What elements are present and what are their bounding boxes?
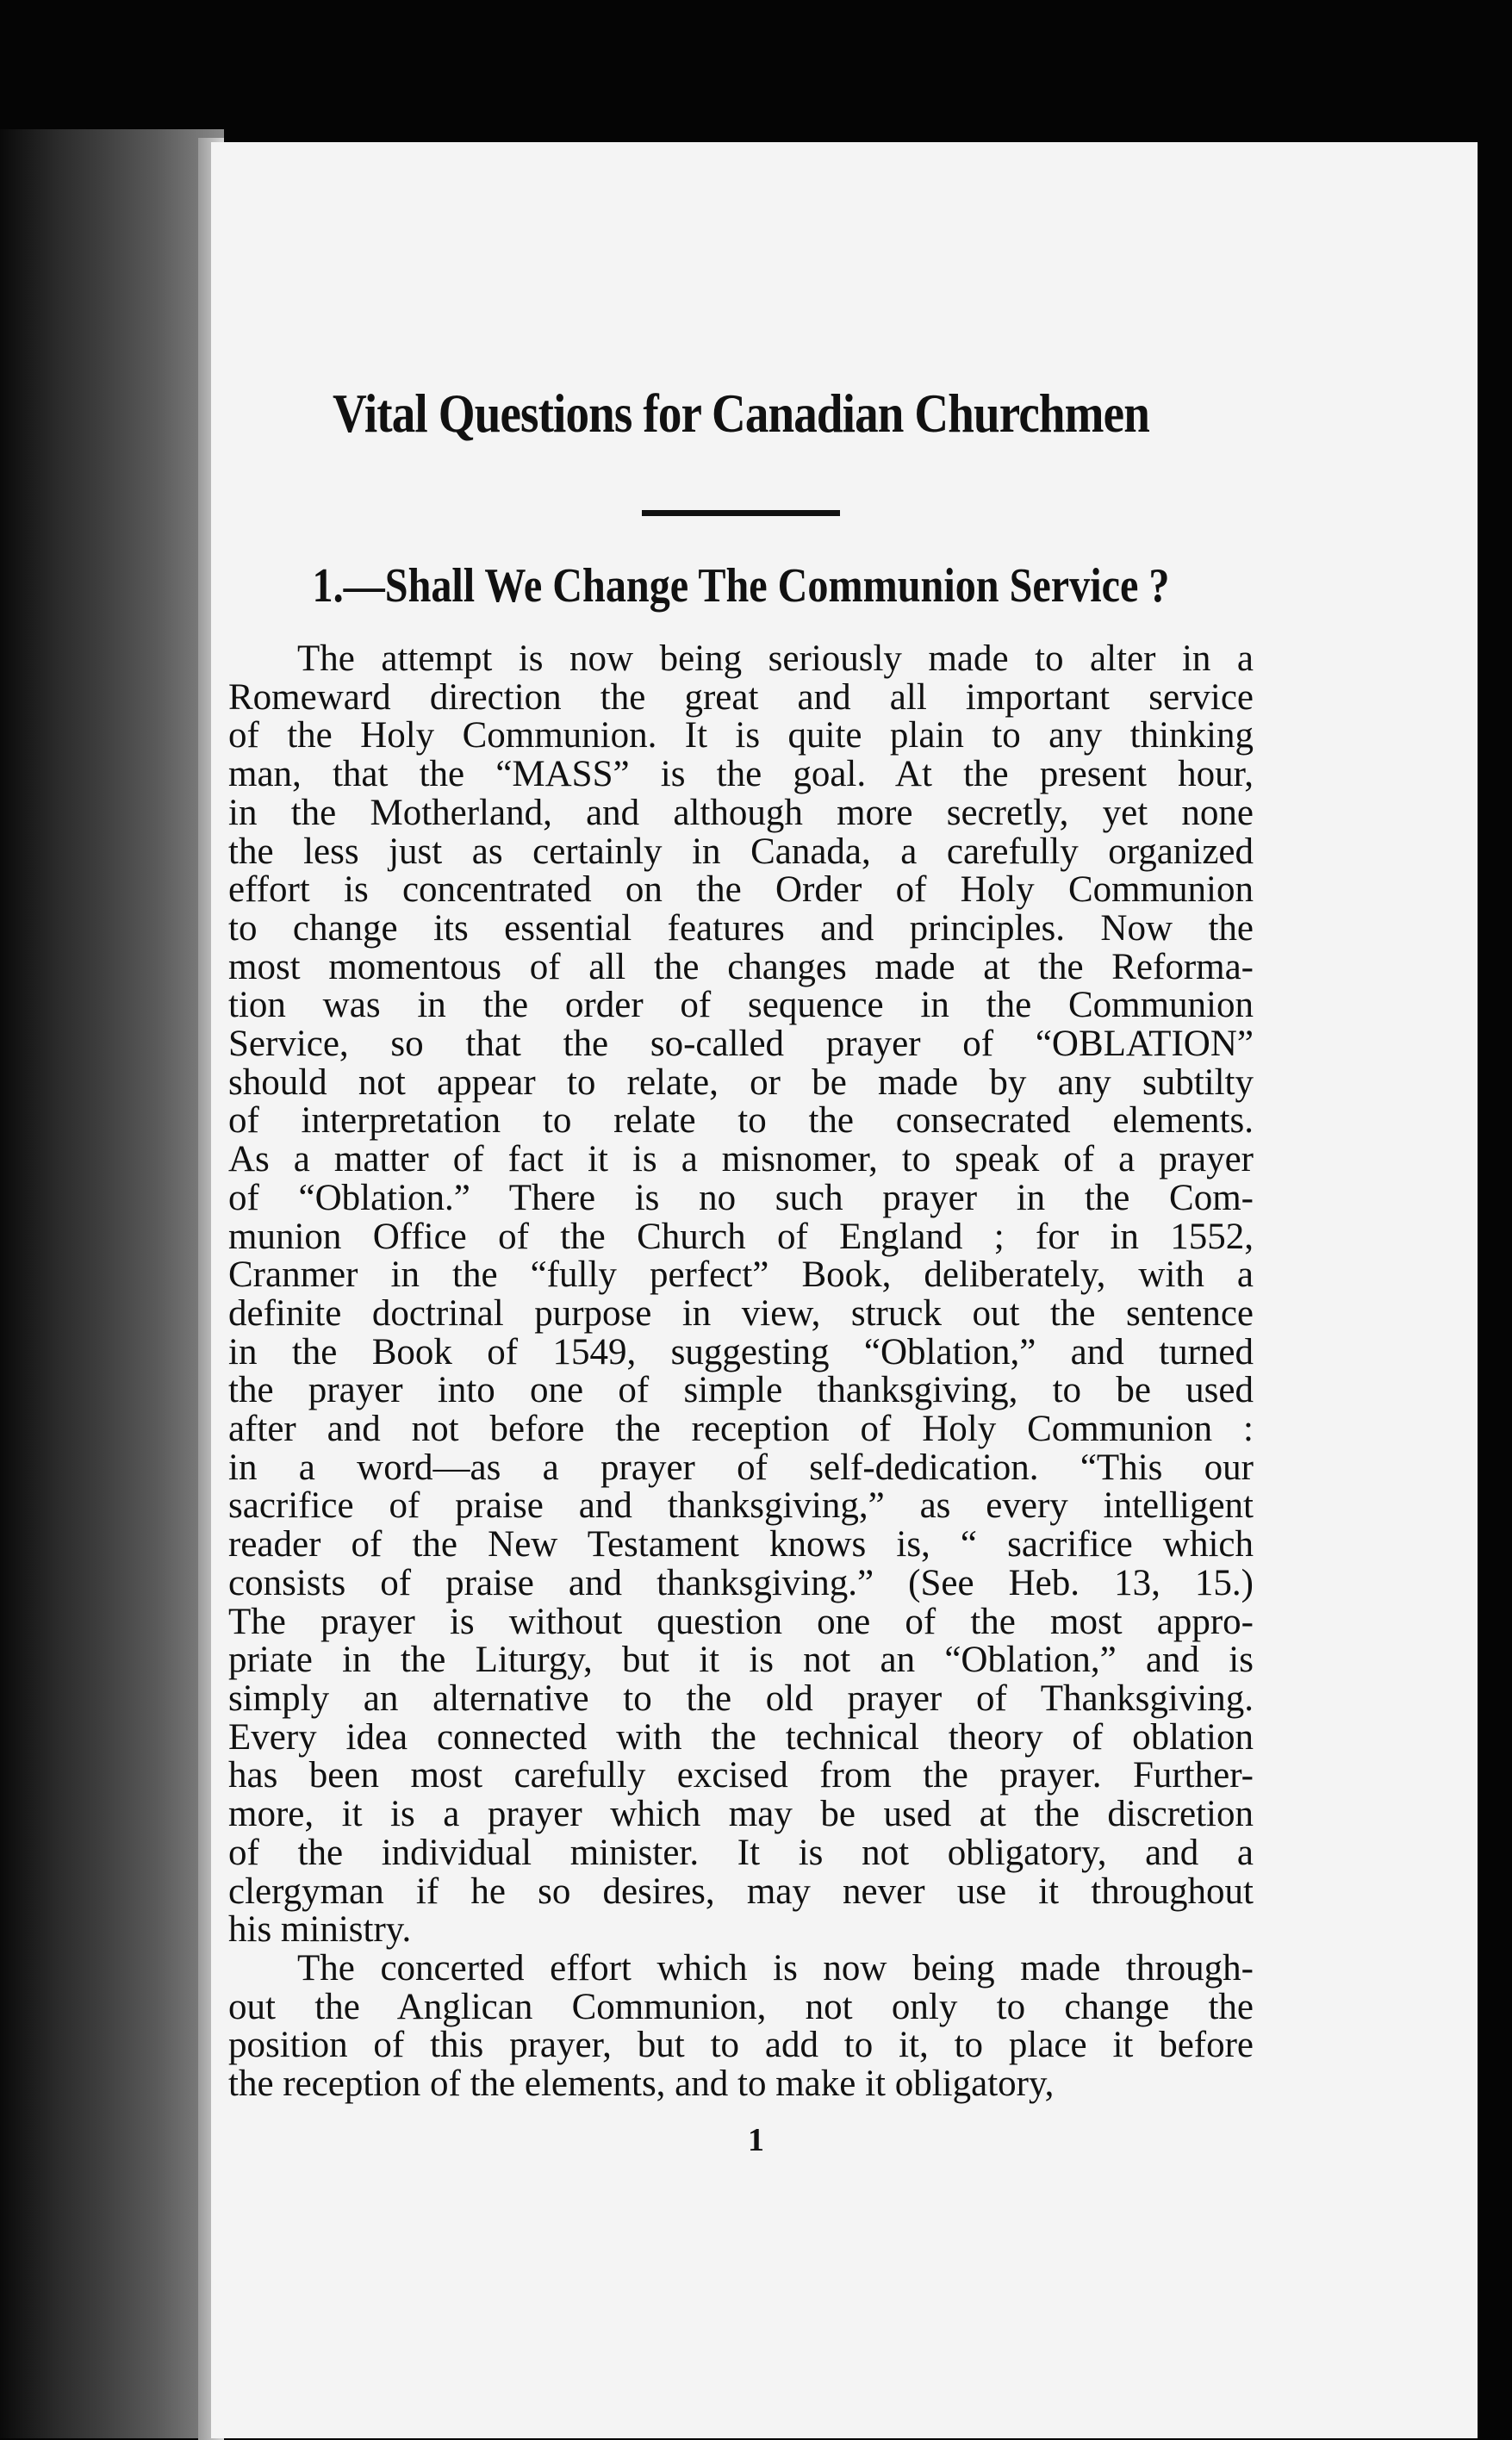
book-spine-shadow	[0, 129, 224, 2438]
paragraph-1-line: tion was in the order of sequence in the Communion	[228, 985, 1254, 1026]
paragraph-1-line: sacrifice of praise and thanksgiving,” as every intelligent	[228, 1485, 1254, 1527]
paragraph-1-line: of the individual minister. It is not obligatory, and a	[228, 1832, 1254, 1873]
paragraph-1-line: munion Office of the Church of England ; for in 1552,	[228, 1216, 1254, 1257]
paragraph-1-line: Romeward direction the great and all important service	[228, 676, 1254, 718]
paragraph-1-line: the prayer into one of simple thanksgiving, to be used	[228, 1370, 1254, 1411]
paragraph-1-line: man, that the “MASS” is the goal. At the present hour,	[228, 754, 1254, 795]
paragraph-2	[228, 1947, 1254, 2105]
paragraph-2-line: the reception of the elements, and to make it obligatory,	[228, 2063, 1055, 2105]
paragraph-1-line: Every idea connected with the technical theory of oblation	[228, 1716, 1254, 1758]
paragraph-2-line: out the Anglican Communion, not only to change the	[228, 1986, 1254, 2027]
paragraph-1-line: the less just as certainly in Canada, a carefully organized	[228, 831, 1254, 872]
paragraph-1-line: in the Book of 1549, suggesting “Oblation,” and turned	[228, 1331, 1254, 1372]
paragraph-1-line: to change its essential features and principles. Now the	[228, 907, 1254, 949]
paragraph-1-line: reader of the New Testament knows is, “ sacrifice which	[228, 1524, 1254, 1565]
paragraph-1-line: effort is concentrated on the Order of Holy Communion	[228, 869, 1254, 911]
body-text	[228, 640, 1254, 2104]
paragraph-1-line: clergyman if he so desires, may never use it throughout	[228, 1870, 1254, 1912]
paragraph-1-line: has been most carefully excised from the prayer. Further-	[228, 1755, 1254, 1796]
paragraph-1-line: simply an alternative to the old prayer of Thanksgiving.	[228, 1678, 1254, 1719]
paragraph-1-line: of the Holy Communion. It is quite plain to any thinking	[228, 715, 1254, 756]
paragraph-1-line: priate in the Liturgy, but it is not an “Oblation,” and is	[228, 1640, 1254, 1681]
paragraph-1-line: Cranmer in the “fully perfect” Book, deliberately, with a	[228, 1254, 1254, 1296]
paragraph-1-line: after and not before the reception of Holy Communion :	[228, 1409, 1254, 1450]
paragraph-1-line: As a matter of fact it is a misnomer, to speak of a prayer	[228, 1139, 1254, 1180]
page-content	[228, 379, 1254, 2104]
paragraph-1	[228, 640, 1254, 1950]
paragraph-1-line: of interpretation to relate to the consecrated elements.	[228, 1100, 1254, 1142]
paragraph-1-line: in the Motherland, and although more secretly, yet none	[228, 792, 1254, 833]
paragraph-1-line: of “Oblation.” There is no such prayer in the Com-	[228, 1177, 1254, 1218]
paragraph-2-line: The concerted effort which is now being made through-	[297, 1947, 1254, 1989]
paragraph-1-line: more, it is a prayer which may be used at the discretion	[228, 1794, 1254, 1835]
paragraph-1-line: most momentous of all the changes made at the Reforma-	[228, 946, 1254, 987]
paragraph-1-line: The prayer is without question one of the most appro-	[228, 1601, 1254, 1642]
section-title: 1.—Shall We Change The Communion Service ?	[312, 559, 1170, 613]
paragraph-1-line: his ministry.	[228, 1909, 412, 1951]
title-rule	[642, 510, 840, 516]
paragraph-1-line: in a word—as a prayer of self-dedication. “This our	[228, 1447, 1254, 1488]
paragraph-2-line: position of this prayer, but to add to it, to place it before	[228, 2025, 1254, 2066]
document-title: Vital Questions for Canadian Churchmen	[333, 383, 1149, 444]
paragraph-1-line: Service, so that the so-called prayer of “OBLATION”	[228, 1024, 1254, 1065]
paragraph-1-line: definite doctrinal purpose in view, struck out the sentence	[228, 1292, 1254, 1334]
paragraph-1-line: The attempt is now being seriously made to alter in a	[297, 638, 1254, 679]
paragraph-1-line: consists of praise and thanksgiving.” (See Heb. 13, 15.)	[228, 1562, 1254, 1603]
paragraph-1-line: should not appear to relate, or be made by any subtilty	[228, 1061, 1254, 1103]
page-number: 1	[748, 2122, 764, 2158]
